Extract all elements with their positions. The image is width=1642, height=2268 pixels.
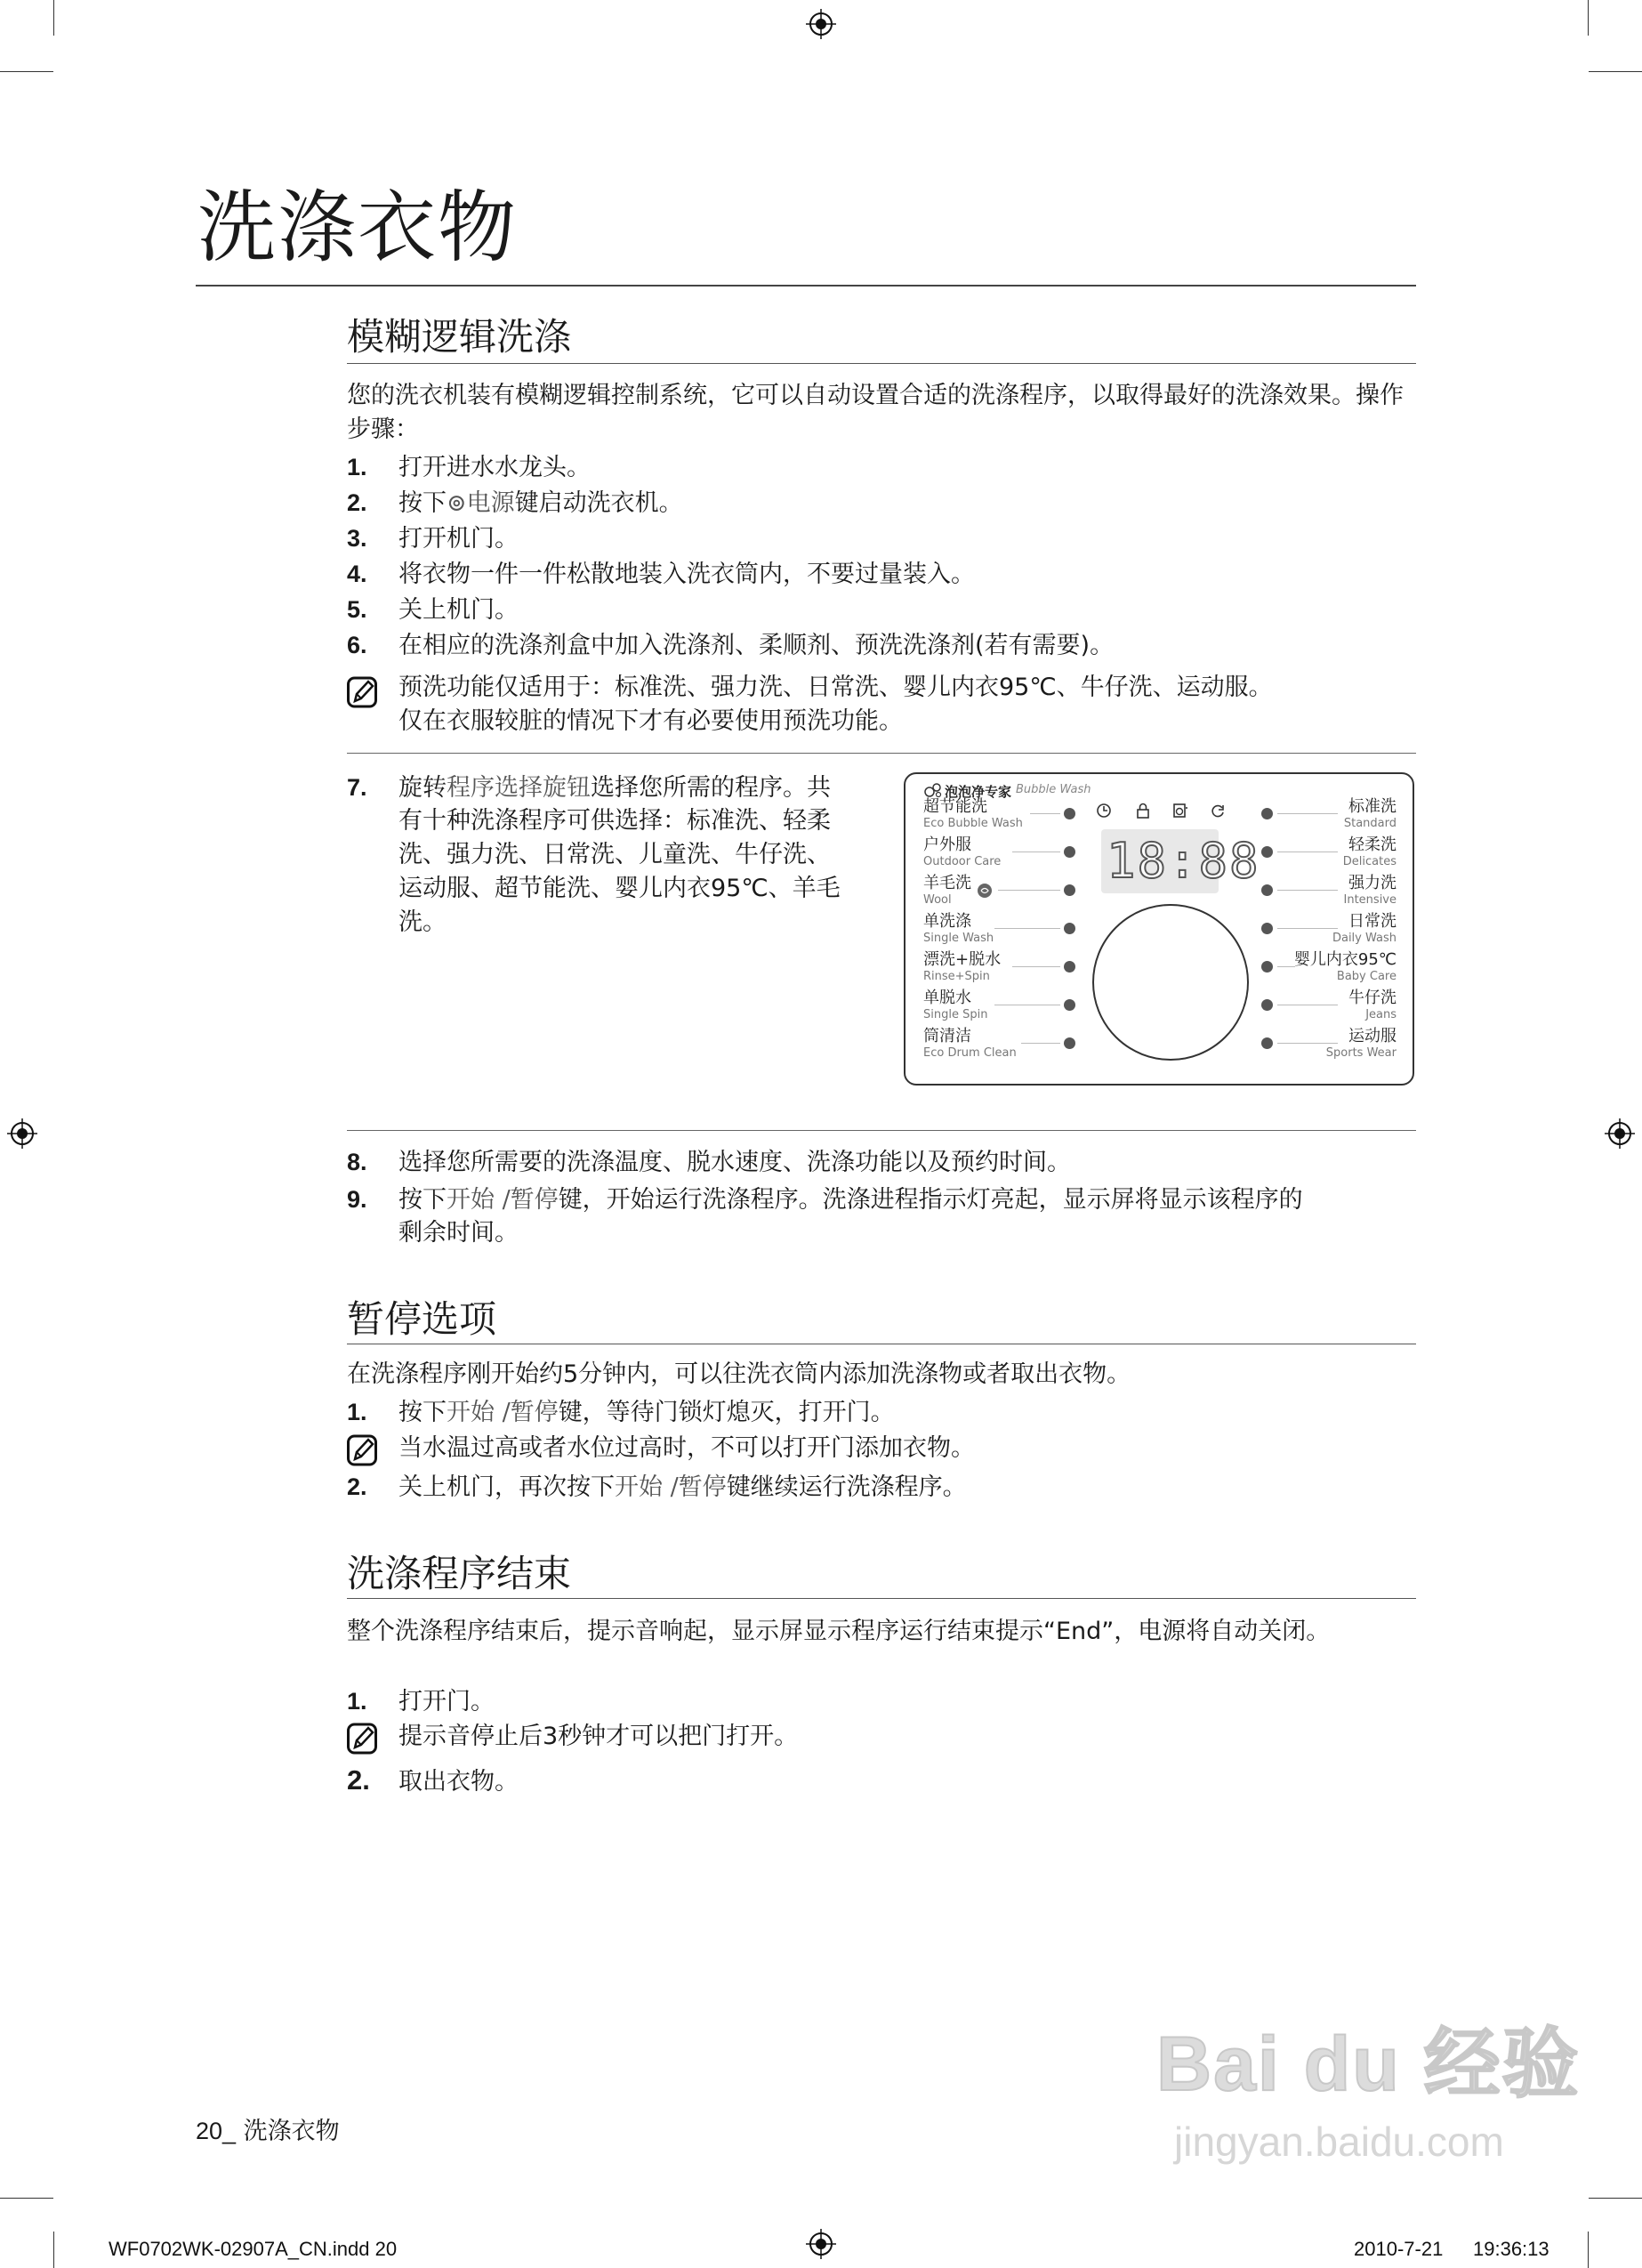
program-label-en: Eco Drum Clean	[923, 1046, 1017, 1060]
pause-intro: 在洗涤程序刚开始约5分钟内，可以往洗衣筒内添加洗涤物或者取出衣物。	[347, 1360, 1131, 1388]
program-label: 轻柔洗	[1348, 835, 1397, 854]
crop-mark	[1588, 0, 1589, 36]
leader-line	[998, 890, 1060, 891]
step-7-line5: 洗。	[398, 908, 447, 936]
leader-line	[1277, 813, 1338, 814]
step-text: 打开机门。	[398, 525, 519, 553]
registration-mark-icon	[806, 2229, 836, 2259]
program-led	[1064, 1037, 1075, 1049]
pause-step-1	[347, 1395, 895, 1430]
registration-mark-icon	[806, 9, 836, 39]
watermark-logo: Bai du 经验	[1156, 2022, 1581, 2107]
program-led	[1064, 999, 1075, 1011]
program-led	[1064, 846, 1075, 858]
step-text: 键启动洗衣机。	[514, 489, 683, 517]
step-text: 选择您所需要的洗涤温度、脱水速度、洗涤功能以及预约时间。	[398, 1149, 1071, 1176]
program-label: 牛仔洗	[1348, 989, 1397, 1007]
step-number: 2.	[347, 1764, 370, 1796]
program-label-en: Standard	[1343, 817, 1397, 830]
program-label-en: Eco Bubble Wash	[923, 817, 1023, 830]
display-digits: 18:88	[1107, 833, 1260, 889]
program-label: 标准洗	[1348, 797, 1397, 816]
step-8	[347, 1145, 1071, 1180]
step-9-line2: 剩余时间。	[398, 1219, 519, 1247]
step-text: 按下	[398, 1399, 447, 1426]
display	[1101, 829, 1260, 893]
step-text: 取出衣物。	[398, 1768, 519, 1796]
step-3	[347, 521, 519, 556]
program-label: 运动服	[1348, 1027, 1397, 1045]
end-intro: 整个洗涤程序结束后，提示音响起，显示屏显示程序运行结束提示“End”，电源将自动关闭。	[347, 1618, 1331, 1645]
program-label-en: Jeans	[1365, 1008, 1397, 1021]
section-rule	[347, 1598, 1416, 1599]
step-text: 键，开始运行洗涤程序。洗涤进程指示灯亮起，显示屏将显示该程序的	[558, 1186, 1303, 1214]
door-icon	[1172, 803, 1188, 819]
program-label-en: Daily Wash	[1332, 932, 1397, 945]
crop-mark	[1589, 2198, 1642, 2199]
program-led	[1261, 1037, 1273, 1049]
crop-mark	[1589, 71, 1642, 72]
program-knob-label: 程序选择旋钮	[447, 774, 591, 802]
note-icon	[347, 1434, 377, 1466]
page-footer	[196, 2119, 340, 2143]
baidu-watermark	[1156, 2002, 1581, 2166]
step-text: 关上机门，再次按下	[398, 1473, 615, 1501]
crop-mark	[1588, 2232, 1589, 2268]
step-number: 4.	[347, 561, 367, 587]
step-text: 打开门。	[398, 1688, 495, 1715]
section-title-pause: 暂停选项	[347, 1297, 497, 1341]
leader-line	[1012, 966, 1060, 967]
step-7-line4: 运动服、超节能洗、婴儿内衣95℃、羊毛	[398, 875, 841, 902]
program-led	[1064, 884, 1075, 896]
program-label: 户外服	[923, 835, 971, 854]
crop-mark	[0, 71, 53, 72]
step-text: 打开进水水龙头。	[398, 454, 591, 481]
end-step-2	[347, 1764, 519, 1799]
wool-icon	[977, 883, 993, 899]
program-label-en: Intensive	[1343, 893, 1397, 907]
step-text: 旋转	[398, 774, 447, 802]
step-number: 2.	[347, 1473, 367, 1500]
step-text: 将衣物一件一件松散地装入洗衣筒内，不要过量装入。	[398, 561, 975, 588]
registration-mark-icon	[1605, 1118, 1635, 1149]
program-label-en: Sports Wear	[1325, 1046, 1397, 1060]
page-title: 洗涤衣物	[197, 182, 519, 273]
step-number: 6.	[347, 632, 367, 658]
start-pause-key-label: 开始 /暂停	[615, 1473, 727, 1501]
program-label-en: Single Wash	[923, 932, 994, 945]
step-number: 9.	[347, 1186, 367, 1213]
lock-icon	[1135, 803, 1151, 819]
program-label: 婴儿内衣95℃	[1293, 950, 1397, 969]
crop-mark	[53, 2232, 54, 2268]
start-pause-key-label: 开始 /暂停	[447, 1186, 559, 1214]
step-text: 在相应的洗涤剂盒中加入洗涤剂、柔顺剂、预洗洗涤剂(若有需要)。	[398, 632, 1115, 659]
divider	[347, 1130, 1416, 1131]
program-label-en: Baby Care	[1336, 970, 1397, 983]
step-number: 3.	[347, 525, 367, 552]
prewash-note-line2: 仅在衣服较脏的情况下才有必要使用预洗功能。	[398, 707, 903, 735]
program-led	[1261, 923, 1273, 934]
end-note: 提示音停止后3秒钟才可以把门打开。	[398, 1723, 799, 1750]
step-number: 1.	[347, 454, 367, 480]
step-text: 关上机门。	[398, 596, 519, 624]
program-label: 强力洗	[1348, 874, 1397, 892]
program-label: 单脱水	[923, 989, 971, 1007]
step-1	[347, 450, 591, 485]
divider	[347, 753, 1416, 754]
brand-en: Bubble Wash	[1016, 783, 1091, 796]
pause-step-2	[347, 1470, 967, 1505]
brand-cn: 泡泡净专家	[945, 784, 1012, 800]
program-led	[1064, 961, 1075, 973]
power-key-label: ⊚电源	[447, 489, 515, 517]
program-led	[1261, 884, 1273, 896]
step-number: 7.	[347, 774, 367, 801]
pause-note: 当水温过高或者水位过高时，不可以打开门添加衣物。	[398, 1434, 975, 1462]
leader-line	[1277, 928, 1338, 929]
step-text: 键继续运行洗涤程序。	[726, 1473, 967, 1501]
program-label-en: Delicates	[1342, 855, 1397, 868]
crop-mark	[53, 0, 54, 36]
program-label: 漂洗+脱水	[923, 950, 1002, 969]
step-7-line2: 有十种洗涤程序可供选择：标准洗、轻柔	[398, 807, 831, 835]
program-label: 筒清洁	[923, 1027, 971, 1045]
program-label-en: Outdoor Care	[923, 855, 1002, 868]
leader-line	[1277, 1043, 1338, 1044]
slug-file: WF0702WK-02907A_CN.indd 20	[109, 2238, 398, 2260]
step-4	[347, 557, 975, 592]
program-led	[1261, 961, 1273, 973]
leader-line	[1277, 890, 1338, 891]
control-panel	[904, 772, 1414, 1086]
bubble-icon	[923, 781, 943, 799]
step-5	[347, 593, 519, 627]
slug-time: 19:36:13	[1473, 2238, 1549, 2260]
program-led	[1064, 923, 1075, 934]
step-number: 2.	[347, 489, 367, 516]
step-9	[347, 1182, 1303, 1217]
step-6	[347, 628, 1114, 663]
title-rule	[196, 285, 1416, 287]
watermark-url: jingyan.baidu.com	[1174, 2119, 1504, 2165]
note-icon	[347, 1723, 377, 1755]
leader-line	[1030, 813, 1060, 814]
program-label: 超节能洗	[923, 797, 987, 816]
program-led	[1261, 808, 1273, 819]
program-label-en: Rinse+Spin	[923, 970, 990, 983]
program-label: 羊毛洗	[923, 874, 971, 892]
crop-mark	[0, 2198, 53, 2199]
timer-icon	[1096, 803, 1112, 819]
end-step-1	[347, 1684, 495, 1719]
step-7	[347, 771, 831, 805]
leader-line	[1021, 1043, 1060, 1044]
program-led	[1261, 999, 1273, 1011]
step-number: 1.	[347, 1399, 367, 1425]
section-title-end: 洗涤程序结束	[347, 1552, 572, 1595]
section-title-fuzzy: 模糊逻辑洗涤	[347, 315, 572, 359]
program-label-en: Wool	[923, 893, 952, 907]
slug-date: 2010-7-21	[1354, 2238, 1444, 2260]
program-led	[1064, 808, 1075, 819]
step-number: 5.	[347, 596, 367, 623]
step-text: 按下	[398, 489, 447, 517]
leader-line	[994, 928, 1060, 929]
page-number: 20_	[196, 2118, 237, 2144]
program-knob[interactable]	[1092, 904, 1249, 1061]
step-2	[347, 486, 683, 521]
fuzzy-intro: 您的洗衣机装有模糊逻辑控制系统，它可以自动设置合适的洗涤程序，以取得最好的洗涤效果。操作步骤：	[347, 382, 1404, 443]
step-text: 选择您所需的程序。共	[591, 774, 831, 802]
step-number: 1.	[347, 1688, 367, 1715]
start-pause-key-label: 开始 /暂停	[447, 1399, 559, 1426]
program-led	[1261, 846, 1273, 858]
step-text: 键，等待门锁灯熄灭，打开门。	[558, 1399, 895, 1426]
section-rule	[347, 363, 1416, 364]
registration-mark-icon	[7, 1118, 37, 1149]
page-label: 洗涤衣物	[243, 2118, 340, 2145]
step-7-line3: 洗、强力洗、日常洗、儿童洗、牛仔洗、	[398, 841, 831, 868]
program-label-en: Single Spin	[923, 1008, 988, 1021]
step-number: 8.	[347, 1149, 367, 1175]
prewash-note-line1: 预洗功能仅适用于：标准洗、强力洗、日常洗、婴儿内衣95℃、牛仔洗、运动服。	[398, 674, 1273, 701]
leader-line	[1277, 966, 1295, 967]
rinse-icon	[1210, 803, 1226, 819]
note-icon	[347, 676, 377, 708]
program-label: 单洗涤	[923, 912, 971, 931]
step-text: 按下	[398, 1186, 447, 1214]
program-label: 日常洗	[1348, 912, 1397, 931]
